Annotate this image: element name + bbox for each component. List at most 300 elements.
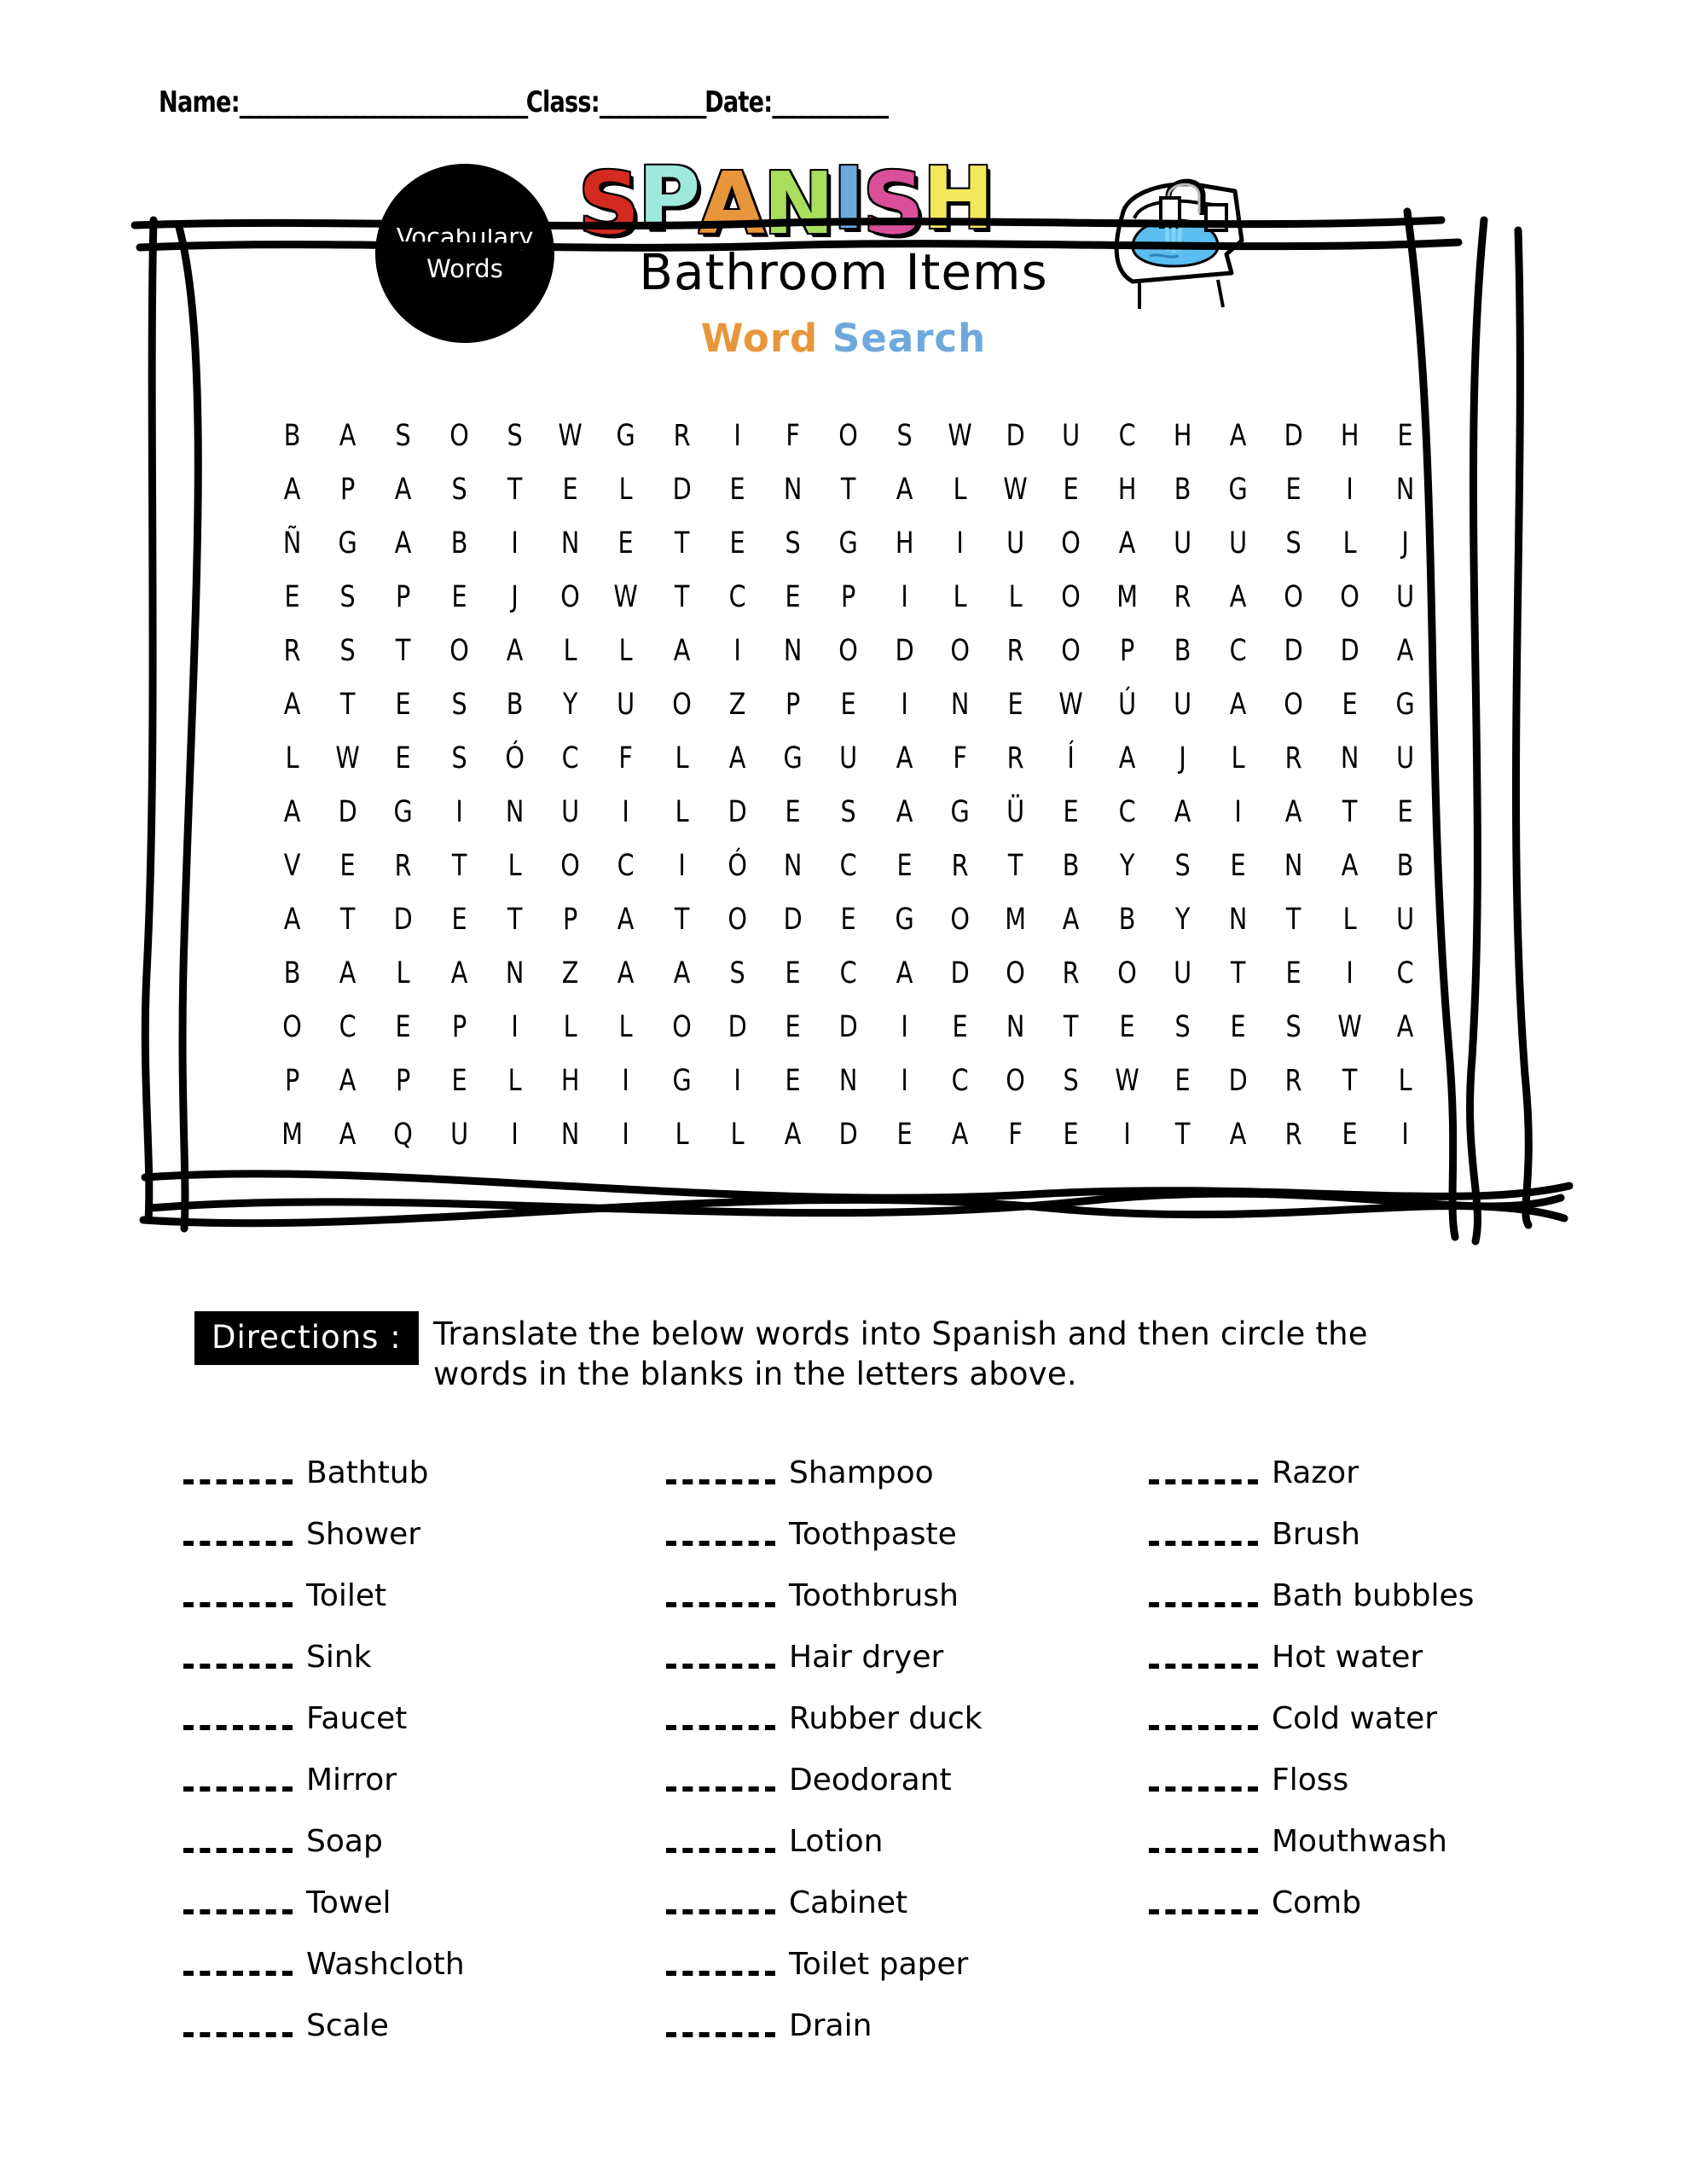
grid-cell[interactable]: F — [1008, 1118, 1023, 1152]
translation-blank[interactable] — [183, 1522, 293, 1546]
grid-cell[interactable]: I — [733, 419, 741, 453]
grid-cell[interactable]: W — [1114, 1064, 1139, 1098]
grid-cell[interactable]: W — [948, 419, 972, 453]
grid-cell[interactable]: N — [561, 526, 580, 561]
grid-cell[interactable]: A — [283, 473, 301, 507]
grid-cell[interactable]: A — [896, 741, 913, 775]
grid-cell[interactable]: E — [729, 473, 745, 507]
translation-blank[interactable] — [1149, 1461, 1258, 1484]
grid-cell[interactable]: A — [1229, 419, 1247, 453]
grid-cell[interactable]: S — [729, 956, 745, 990]
name-blank[interactable]: ______________________________ — [239, 85, 526, 119]
grid-cell[interactable]: S — [451, 688, 467, 722]
grid-cell[interactable]: N — [1340, 741, 1359, 775]
grid-cell[interactable]: C — [1396, 956, 1414, 990]
translation-blank[interactable] — [183, 1645, 293, 1669]
translation-blank[interactable] — [1149, 1706, 1258, 1730]
grid-cell[interactable]: L — [563, 634, 577, 668]
grid-cell[interactable]: D — [1340, 634, 1359, 668]
grid-cell[interactable]: I — [1345, 956, 1354, 990]
grid-cell[interactable]: O — [560, 849, 581, 883]
grid-cell[interactable]: T — [1286, 903, 1301, 937]
grid-cell[interactable]: A — [1118, 741, 1136, 775]
grid-cell[interactable]: L — [1342, 526, 1357, 561]
grid-cell[interactable]: F — [953, 741, 967, 775]
grid-cell[interactable]: S — [1285, 526, 1302, 561]
grid-cell[interactable]: P — [284, 1064, 300, 1098]
grid-cell[interactable]: L — [507, 849, 522, 883]
grid-cell[interactable]: R — [1174, 580, 1191, 614]
grid-cell[interactable]: G — [783, 741, 803, 775]
grid-cell[interactable]: B — [1118, 903, 1136, 937]
translation-blank[interactable] — [666, 1522, 775, 1546]
grid-cell[interactable]: C — [951, 1064, 969, 1098]
translation-blank[interactable] — [183, 1952, 293, 1976]
grid-cell[interactable]: U — [449, 1118, 468, 1152]
grid-cell[interactable]: O — [838, 419, 859, 453]
grid-cell[interactable]: I — [1234, 795, 1242, 829]
grid-cell[interactable]: D — [1006, 419, 1025, 453]
grid-cell[interactable]: N — [839, 1064, 858, 1098]
translation-blank[interactable] — [183, 1829, 293, 1853]
grid-cell[interactable]: C — [617, 849, 635, 883]
grid-cell[interactable]: I — [511, 1010, 519, 1044]
grid-cell[interactable]: T — [1007, 849, 1023, 883]
grid-cell[interactable]: S — [507, 419, 523, 453]
grid-cell[interactable]: W — [335, 741, 361, 775]
grid-cell[interactable]: A — [395, 473, 412, 507]
grid-cell[interactable]: I — [622, 795, 630, 829]
grid-cell[interactable]: S — [339, 634, 356, 668]
grid-cell[interactable]: L — [675, 741, 689, 775]
translation-blank[interactable] — [183, 2013, 293, 2037]
grid-cell[interactable]: O — [671, 1010, 692, 1044]
grid-cell[interactable]: T — [507, 903, 523, 937]
grid-cell[interactable]: I — [1345, 473, 1354, 507]
grid-cell[interactable]: I — [733, 634, 741, 668]
grid-cell[interactable]: L — [1342, 903, 1357, 937]
grid-cell[interactable]: A — [896, 473, 913, 507]
grid-cell[interactable]: Ü — [1006, 795, 1025, 829]
grid-cell[interactable]: L — [1008, 580, 1023, 614]
grid-cell[interactable]: Y — [563, 688, 578, 722]
grid-cell[interactable]: E — [840, 688, 857, 722]
grid-cell[interactable]: S — [1285, 1010, 1302, 1044]
grid-cell[interactable]: Ñ — [282, 526, 302, 561]
grid-cell[interactable]: S — [339, 580, 356, 614]
grid-cell[interactable]: T — [451, 849, 467, 883]
grid-cell[interactable]: U — [1173, 526, 1191, 561]
grid-cell[interactable]: R — [395, 849, 413, 883]
grid-cell[interactable]: E — [617, 526, 635, 561]
grid-cell[interactable]: O — [560, 580, 581, 614]
grid-cell[interactable]: I — [900, 580, 908, 614]
grid-cell[interactable]: U — [839, 741, 858, 775]
translation-blank[interactable] — [666, 1706, 775, 1730]
grid-cell[interactable]: G — [616, 419, 636, 453]
grid-cell[interactable]: P — [396, 580, 411, 614]
grid-cell[interactable]: H — [1173, 419, 1192, 453]
grid-cell[interactable]: Z — [728, 688, 746, 722]
grid-cell[interactable]: E — [396, 1010, 412, 1044]
grid-cell[interactable]: P — [1119, 634, 1134, 668]
grid-cell[interactable]: E — [1285, 473, 1301, 507]
grid-cell[interactable]: R — [1006, 634, 1024, 668]
grid-cell[interactable]: T — [674, 903, 690, 937]
translation-blank[interactable] — [666, 1829, 775, 1853]
grid-cell[interactable]: C — [1229, 634, 1247, 668]
translation-blank[interactable] — [666, 1891, 775, 1914]
grid-cell[interactable]: T — [674, 526, 690, 561]
grid-cell[interactable]: E — [451, 1064, 467, 1098]
grid-cell[interactable]: E — [396, 688, 412, 722]
grid-cell[interactable]: N — [784, 473, 803, 507]
grid-cell[interactable]: U — [1395, 580, 1414, 614]
grid-cell[interactable]: S — [451, 473, 467, 507]
grid-cell[interactable]: E — [562, 473, 578, 507]
translation-blank[interactable] — [183, 1768, 293, 1792]
grid-cell[interactable]: J — [511, 580, 519, 614]
grid-cell[interactable]: R — [951, 849, 969, 883]
grid-cell[interactable]: T — [396, 634, 411, 668]
grid-cell[interactable]: H — [1117, 473, 1136, 507]
grid-cell[interactable]: S — [896, 419, 913, 453]
grid-cell[interactable]: E — [952, 1010, 968, 1044]
grid-cell[interactable]: E — [1342, 1118, 1358, 1152]
grid-cell[interactable]: O — [671, 688, 692, 722]
translation-blank[interactable] — [1149, 1645, 1258, 1669]
translation-blank[interactable] — [666, 1952, 775, 1976]
grid-cell[interactable]: L — [1231, 741, 1245, 775]
grid-cell[interactable]: Í — [1067, 741, 1075, 775]
grid-cell[interactable]: C — [839, 849, 858, 883]
grid-cell[interactable]: A — [1341, 849, 1358, 883]
grid-cell[interactable]: L — [397, 956, 411, 990]
grid-cell[interactable]: D — [838, 1118, 859, 1152]
grid-cell[interactable]: J — [1179, 741, 1186, 775]
grid-cell[interactable]: O — [950, 634, 970, 668]
grid-cell[interactable]: R — [283, 634, 301, 668]
grid-cell[interactable]: F — [618, 741, 634, 775]
grid-cell[interactable]: O — [1284, 580, 1304, 614]
grid-cell[interactable]: R — [1062, 956, 1080, 990]
grid-cell[interactable]: N — [1228, 903, 1248, 937]
grid-cell[interactable]: O — [1061, 580, 1081, 614]
grid-cell[interactable]: A — [450, 956, 468, 990]
grid-cell[interactable]: M — [1005, 903, 1027, 937]
grid-cell[interactable]: R — [1284, 741, 1302, 775]
grid-cell[interactable]: O — [838, 634, 859, 668]
grid-cell[interactable]: U — [1229, 526, 1248, 561]
grid-cell[interactable]: Ó — [728, 849, 747, 883]
grid-cell[interactable]: A — [951, 1118, 969, 1152]
translation-blank[interactable] — [666, 1645, 775, 1669]
grid-cell[interactable]: E — [785, 1064, 801, 1098]
grid-cell[interactable]: A — [1229, 580, 1247, 614]
grid-cell[interactable]: O — [1061, 634, 1081, 668]
grid-cell[interactable]: L — [619, 473, 634, 507]
grid-cell[interactable]: E — [1063, 473, 1080, 507]
grid-cell[interactable]: C — [839, 956, 858, 990]
grid-cell[interactable]: C — [728, 580, 746, 614]
grid-cell[interactable]: A — [1063, 903, 1080, 937]
grid-cell[interactable]: T — [674, 580, 690, 614]
translation-blank[interactable] — [666, 2013, 775, 2037]
grid-cell[interactable]: T — [1230, 956, 1246, 990]
translation-blank[interactable] — [1149, 1891, 1258, 1914]
grid-cell[interactable]: E — [785, 580, 801, 614]
grid-cell[interactable]: A — [896, 795, 913, 829]
grid-cell[interactable]: P — [786, 688, 801, 722]
grid-cell[interactable]: L — [675, 795, 689, 829]
grid-cell[interactable]: I — [900, 688, 908, 722]
grid-cell[interactable]: H — [561, 1064, 580, 1098]
grid-cell[interactable]: A — [283, 688, 301, 722]
word-search-grid[interactable] — [264, 418, 1433, 1153]
grid-cell[interactable]: L — [285, 741, 299, 775]
grid-cell[interactable]: L — [675, 1118, 689, 1152]
grid-cell[interactable]: W — [1058, 688, 1084, 722]
grid-cell[interactable]: L — [563, 1010, 577, 1044]
grid-cell[interactable]: A — [617, 956, 635, 990]
grid-cell[interactable]: O — [728, 903, 747, 937]
grid-cell[interactable]: B — [283, 419, 301, 453]
grid-cell[interactable]: I — [900, 1010, 908, 1044]
grid-cell[interactable]: L — [953, 473, 967, 507]
grid-cell[interactable]: A — [1396, 1010, 1414, 1044]
grid-cell[interactable]: A — [395, 526, 412, 561]
grid-cell[interactable]: E — [1230, 849, 1246, 883]
grid-cell[interactable]: P — [841, 580, 856, 614]
grid-cell[interactable]: S — [1174, 849, 1191, 883]
translation-blank[interactable] — [183, 1583, 293, 1607]
grid-cell[interactable]: O — [1116, 956, 1137, 990]
grid-cell[interactable]: O — [950, 903, 970, 937]
grid-cell[interactable]: A — [617, 903, 635, 937]
grid-cell[interactable]: W — [558, 419, 583, 453]
grid-cell[interactable]: G — [895, 903, 914, 937]
grid-cell[interactable]: R — [1284, 1064, 1302, 1098]
grid-cell[interactable]: I — [678, 849, 686, 883]
grid-cell[interactable]: E — [396, 741, 412, 775]
grid-cell[interactable]: L — [619, 1010, 634, 1044]
grid-cell[interactable]: N — [505, 795, 525, 829]
grid-cell[interactable]: D — [1284, 634, 1303, 668]
grid-cell[interactable]: Y — [1174, 903, 1191, 937]
grid-cell[interactable]: B — [1174, 634, 1191, 668]
grid-cell[interactable]: Ó — [505, 741, 525, 775]
grid-cell[interactable]: I — [455, 795, 463, 829]
grid-cell[interactable]: E — [1397, 419, 1413, 453]
grid-cell[interactable]: B — [450, 526, 468, 561]
grid-cell[interactable]: W — [613, 580, 639, 614]
grid-cell[interactable]: T — [340, 903, 356, 937]
grid-cell[interactable]: O — [1339, 580, 1359, 614]
grid-cell[interactable]: L — [953, 580, 967, 614]
grid-cell[interactable]: P — [563, 903, 578, 937]
grid-cell[interactable]: N — [1284, 849, 1303, 883]
grid-cell[interactable]: U — [1006, 526, 1025, 561]
grid-cell[interactable]: Z — [561, 956, 579, 990]
grid-cell[interactable]: G — [1228, 473, 1248, 507]
grid-cell[interactable]: A — [1229, 688, 1247, 722]
grid-cell[interactable]: E — [729, 526, 745, 561]
grid-cell[interactable]: A — [896, 956, 913, 990]
grid-cell[interactable]: O — [449, 634, 469, 668]
grid-cell[interactable]: E — [896, 849, 913, 883]
grid-cell[interactable]: P — [451, 1010, 467, 1044]
grid-cell[interactable]: R — [1006, 741, 1024, 775]
translation-blank[interactable] — [183, 1891, 293, 1914]
grid-cell[interactable]: E — [284, 580, 300, 614]
grid-cell[interactable]: N — [784, 849, 803, 883]
grid-cell[interactable]: E — [840, 903, 857, 937]
grid-cell[interactable]: S — [1174, 1010, 1191, 1044]
grid-cell[interactable]: N — [1006, 1010, 1025, 1044]
grid-cell[interactable]: O — [449, 419, 469, 453]
grid-cell[interactable]: V — [283, 849, 301, 883]
grid-cell[interactable]: G — [1395, 688, 1415, 722]
grid-cell[interactable]: P — [340, 473, 356, 507]
grid-cell[interactable]: M — [281, 1118, 304, 1152]
translation-blank[interactable] — [666, 1583, 775, 1607]
grid-cell[interactable]: Ú — [1117, 688, 1136, 722]
grid-cell[interactable]: T — [1174, 1118, 1191, 1152]
grid-cell[interactable]: B — [506, 688, 524, 722]
grid-cell[interactable]: U — [1173, 956, 1191, 990]
grid-cell[interactable]: A — [728, 741, 746, 775]
grid-cell[interactable]: E — [1119, 1010, 1135, 1044]
grid-cell[interactable]: E — [451, 580, 467, 614]
grid-cell[interactable]: B — [1396, 849, 1414, 883]
grid-cell[interactable]: A — [1285, 795, 1302, 829]
grid-cell[interactable]: E — [1007, 688, 1023, 722]
translation-blank[interactable] — [183, 1706, 293, 1730]
grid-cell[interactable]: E — [785, 795, 801, 829]
grid-cell[interactable]: A — [283, 903, 301, 937]
grid-cell[interactable]: D — [1284, 419, 1303, 453]
translation-blank[interactable] — [1149, 1829, 1258, 1853]
grid-cell[interactable]: E — [1230, 1010, 1246, 1044]
grid-cell[interactable]: N — [1395, 473, 1415, 507]
class-blank[interactable]: ___________ — [599, 85, 705, 119]
grid-cell[interactable]: N — [505, 956, 525, 990]
grid-cell[interactable]: T — [1064, 1010, 1079, 1044]
grid-cell[interactable]: I — [511, 526, 519, 561]
grid-cell[interactable]: B — [1174, 473, 1191, 507]
grid-cell[interactable]: E — [785, 956, 801, 990]
grid-cell[interactable]: T — [1342, 1064, 1357, 1098]
grid-cell[interactable]: A — [339, 956, 357, 990]
grid-cell[interactable]: L — [730, 1118, 745, 1152]
grid-cell[interactable]: U — [561, 795, 580, 829]
grid-cell[interactable]: A — [283, 795, 301, 829]
grid-cell[interactable]: W — [1003, 473, 1028, 507]
grid-cell[interactable]: P — [396, 1064, 411, 1098]
date-blank[interactable]: ____________ — [772, 85, 887, 119]
grid-cell[interactable]: W — [1336, 1010, 1362, 1044]
grid-cell[interactable]: D — [728, 795, 747, 829]
grid-cell[interactable]: F — [786, 419, 801, 453]
grid-cell[interactable]: D — [338, 795, 357, 829]
grid-cell[interactable]: E — [896, 1118, 913, 1152]
grid-cell[interactable]: I — [956, 526, 964, 561]
grid-cell[interactable]: L — [619, 634, 634, 668]
grid-cell[interactable]: D — [1228, 1064, 1248, 1098]
grid-cell[interactable]: S — [395, 419, 412, 453]
grid-cell[interactable]: A — [339, 1118, 357, 1152]
grid-cell[interactable]: I — [900, 1064, 908, 1098]
grid-cell[interactable]: C — [339, 1010, 357, 1044]
translation-blank[interactable] — [666, 1768, 775, 1792]
grid-cell[interactable]: S — [840, 795, 857, 829]
grid-cell[interactable]: C — [1118, 419, 1136, 453]
translation-blank[interactable] — [1149, 1768, 1258, 1792]
grid-cell[interactable]: E — [1174, 1064, 1191, 1098]
grid-cell[interactable]: N — [950, 688, 970, 722]
grid-cell[interactable]: D — [895, 634, 914, 668]
grid-cell[interactable]: U — [1173, 688, 1191, 722]
grid-cell[interactable]: E — [1285, 956, 1301, 990]
grid-cell[interactable]: T — [1342, 795, 1357, 829]
grid-cell[interactable]: E — [1063, 1118, 1080, 1152]
grid-cell[interactable]: O — [1006, 956, 1026, 990]
grid-cell[interactable]: T — [340, 688, 356, 722]
grid-cell[interactable]: I — [1401, 1118, 1409, 1152]
grid-cell[interactable]: D — [728, 1010, 747, 1044]
grid-cell[interactable]: E — [1342, 688, 1358, 722]
grid-cell[interactable]: I — [1122, 1118, 1131, 1152]
grid-cell[interactable]: E — [339, 849, 356, 883]
grid-cell[interactable]: D — [394, 903, 414, 937]
grid-cell[interactable]: O — [1006, 1064, 1026, 1098]
grid-cell[interactable]: N — [784, 634, 803, 668]
grid-cell[interactable]: G — [672, 1064, 692, 1098]
grid-cell[interactable]: H — [1340, 419, 1359, 453]
grid-cell[interactable]: A — [1118, 526, 1136, 561]
grid-cell[interactable]: B — [1063, 849, 1080, 883]
grid-cell[interactable]: L — [1398, 1064, 1412, 1098]
grid-cell[interactable]: T — [841, 473, 856, 507]
grid-cell[interactable]: U — [1062, 419, 1081, 453]
grid-cell[interactable]: I — [622, 1064, 630, 1098]
grid-cell[interactable]: J — [1401, 526, 1409, 561]
grid-cell[interactable]: E — [785, 1010, 801, 1044]
grid-cell[interactable]: S — [785, 526, 801, 561]
grid-cell[interactable]: O — [1284, 688, 1304, 722]
grid-cell[interactable]: E — [1397, 795, 1413, 829]
grid-cell[interactable]: D — [838, 1010, 859, 1044]
grid-cell[interactable]: L — [507, 1064, 522, 1098]
grid-cell[interactable]: A — [1396, 634, 1414, 668]
grid-cell[interactable]: U — [1395, 741, 1414, 775]
grid-cell[interactable]: C — [561, 741, 579, 775]
grid-cell[interactable]: I — [733, 1064, 741, 1098]
translation-blank[interactable] — [666, 1461, 775, 1484]
grid-cell[interactable]: R — [1284, 1118, 1302, 1152]
grid-cell[interactable]: T — [507, 473, 523, 507]
grid-cell[interactable]: A — [1229, 1118, 1247, 1152]
grid-cell[interactable]: O — [282, 1010, 302, 1044]
grid-cell[interactable]: G — [338, 526, 357, 561]
grid-cell[interactable]: G — [838, 526, 859, 561]
grid-cell[interactable]: N — [561, 1118, 580, 1152]
grid-cell[interactable]: G — [950, 795, 970, 829]
grid-cell[interactable]: C — [1118, 795, 1136, 829]
grid-cell[interactable]: H — [895, 526, 914, 561]
grid-cell[interactable]: A — [673, 634, 691, 668]
grid-cell[interactable]: E — [451, 903, 467, 937]
